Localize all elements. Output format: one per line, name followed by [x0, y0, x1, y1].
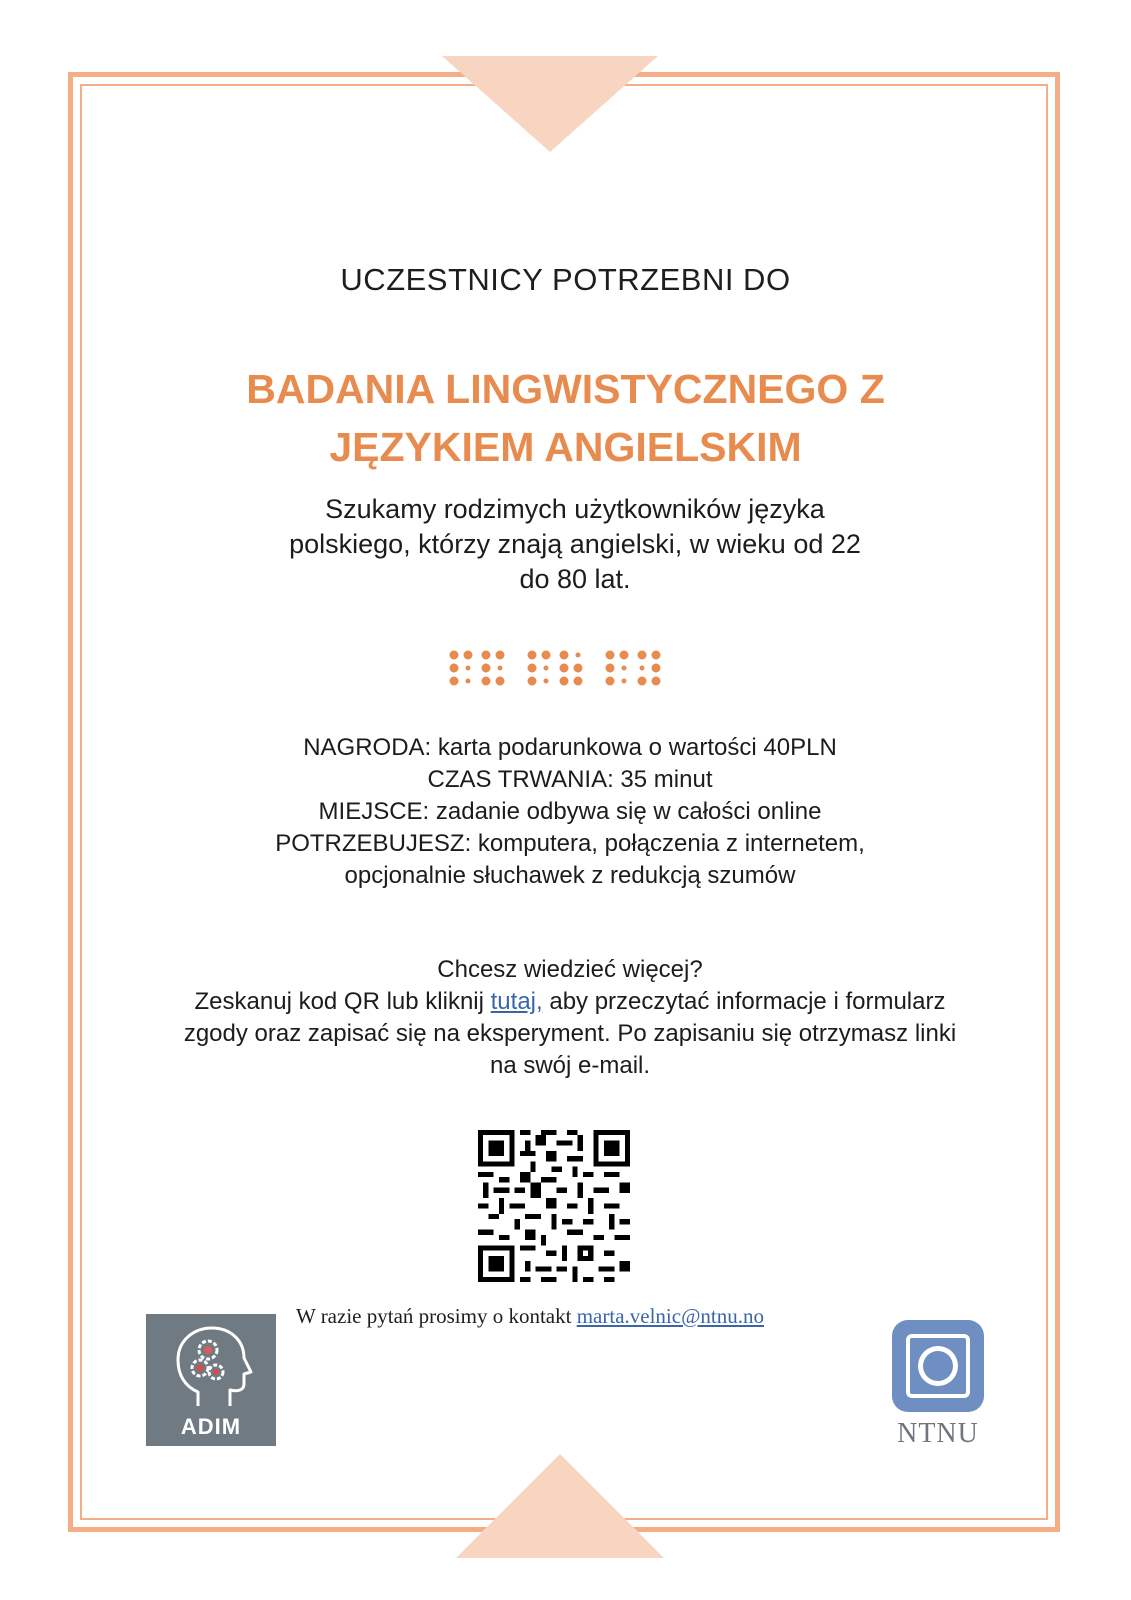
detail-duration: CZAS TRWANIA: 35 minut: [427, 766, 713, 793]
page-title: [0, 360, 1131, 476]
detail-place: MIEJSCE: zadanie odbywa się w całości online: [318, 798, 822, 825]
study-details: [200, 732, 940, 892]
intro-line-1: Szukamy rodzimych użytkowników języka: [325, 494, 825, 524]
intro-line-3: do 80 lat.: [519, 564, 631, 594]
head-gears-icon: [168, 1322, 254, 1410]
intro-paragraph: [230, 492, 920, 597]
adim-label: ADIM: [180, 1414, 242, 1439]
title-line-1: BADANIA LINGWISTYCZNEGO Z: [246, 366, 885, 412]
more-line-3: na swój e-mail.: [489, 1052, 651, 1079]
ntnu-logo-core: [923, 1351, 953, 1381]
bottom-triangle-decoration: [456, 1454, 664, 1558]
more-line-2: zgody oraz zapisać się na eksperyment. Po zapisaniu się otrzymasz linki: [183, 1020, 957, 1047]
contact-label: W razie pytań prosimy o kontakt: [296, 1304, 577, 1328]
ntnu-label: NTNU: [897, 1418, 979, 1449]
ntnu-logo-ring: [918, 1346, 958, 1386]
title-line-2: JĘZYKIEM ANGIELSKIM: [329, 424, 802, 470]
contact-email-link[interactable]: marta.velnic@ntnu.no: [576, 1304, 765, 1328]
detail-reward: NAGRODA: karta podarunkowa o wartości 40PLN: [303, 734, 837, 761]
more-line-1-before: Zeskanuj kod QR lub kliknij: [194, 988, 491, 1015]
ntnu-logo-icon: [892, 1320, 984, 1412]
contact-line: [296, 1304, 764, 1329]
detail-needs-line-2: opcjonalnie słuchawek z redukcją szumów: [344, 862, 796, 889]
more-question: Chcesz wiedzieć więcej?: [437, 956, 703, 983]
more-line-1-after: aby przeczytać informacje i formularz: [542, 988, 946, 1015]
more-line-1: [130, 986, 1010, 1018]
adim-logo: [146, 1314, 276, 1446]
ntnu-logo-frame: [906, 1334, 970, 1398]
detail-needs-line-1: POTRZEBUJESZ: komputera, połączenia z internetem,: [275, 830, 865, 857]
info-link[interactable]: tutaj,: [490, 988, 543, 1015]
subtitle: UCZESTNICY POTRZEBNI DO: [340, 262, 791, 297]
braille-dots-icon: [448, 650, 668, 690]
top-triangle-decoration: [442, 56, 658, 152]
more-info: [130, 954, 1010, 1082]
qr-code-icon[interactable]: [478, 1130, 630, 1282]
intro-line-2: polskiego, którzy znają angielski, w wieku od 22: [289, 529, 861, 559]
